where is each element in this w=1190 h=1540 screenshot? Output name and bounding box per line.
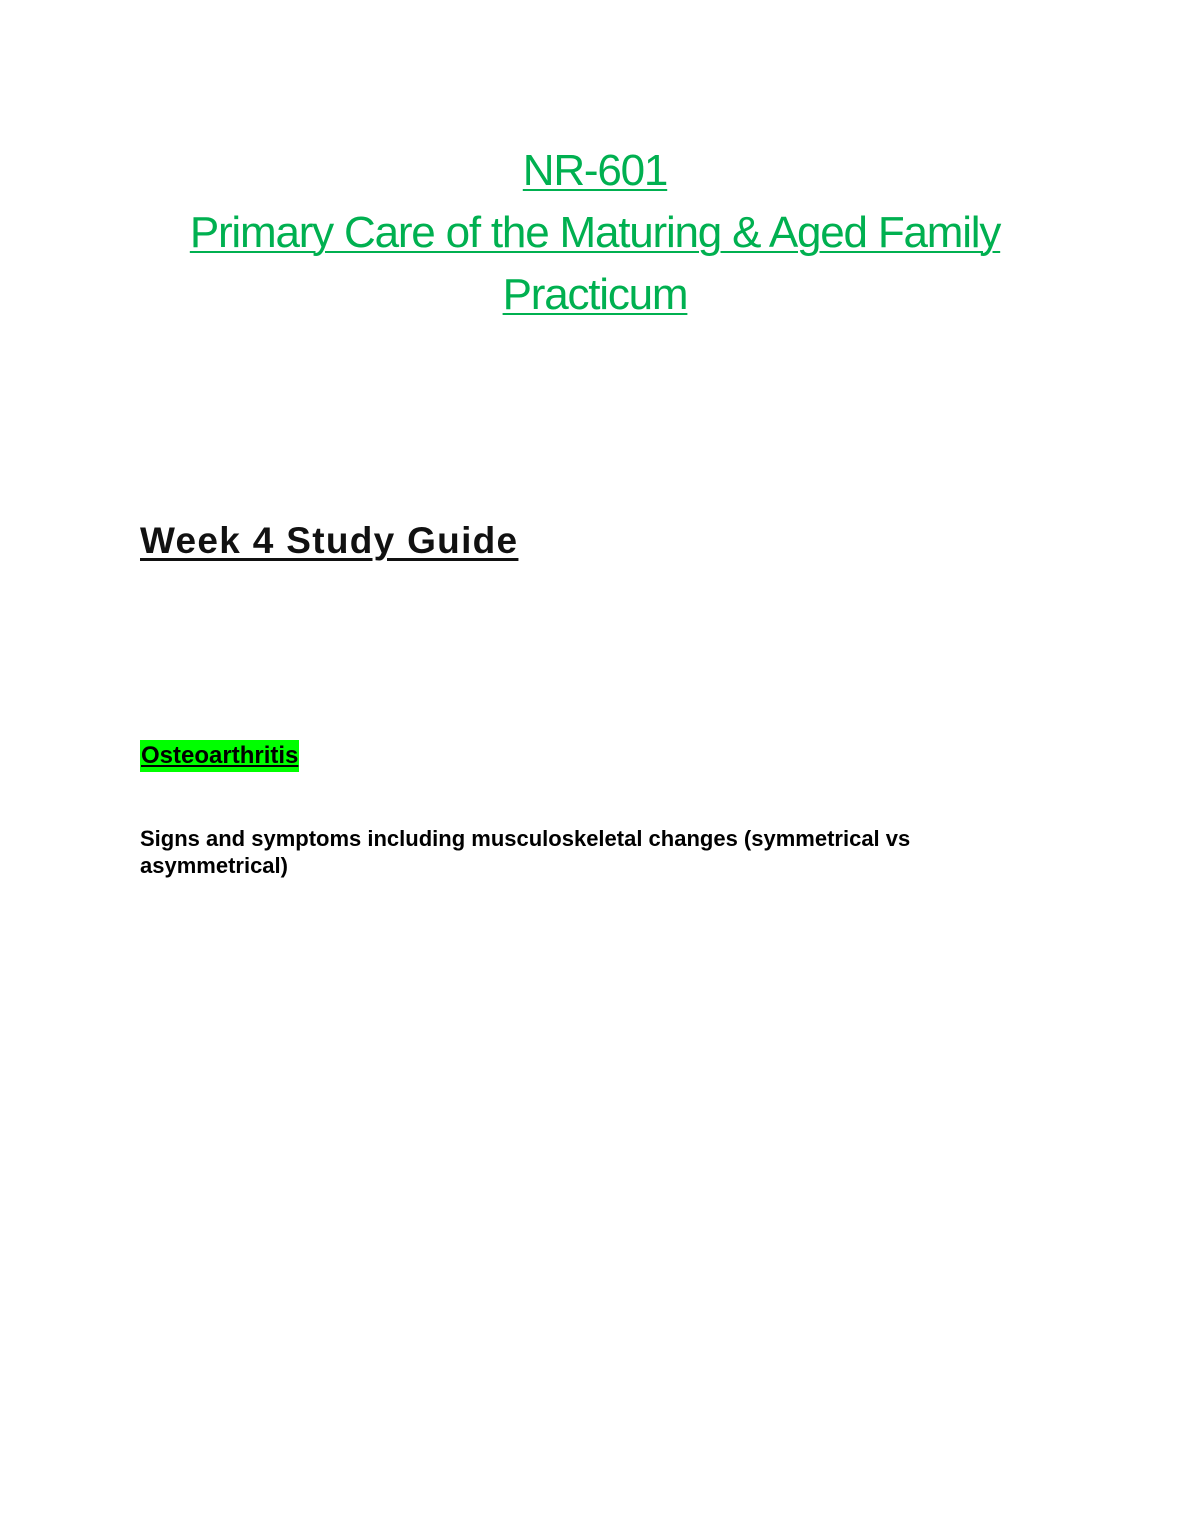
study-guide-title: Week 4 Study Guide bbox=[140, 520, 519, 561]
course-title bbox=[0, 140, 1190, 326]
course-code: NR-601 bbox=[522, 146, 668, 195]
course-name-continued: Practicum bbox=[502, 270, 688, 319]
course-name: Primary Care of the Maturing & Aged Family bbox=[189, 208, 1001, 257]
section-heading-osteoarthritis: Osteoarthritis bbox=[140, 740, 299, 772]
section-paragraph: Signs and symptoms including musculoskeletal changes (symmetrical vs asymmetrical) bbox=[140, 826, 911, 878]
